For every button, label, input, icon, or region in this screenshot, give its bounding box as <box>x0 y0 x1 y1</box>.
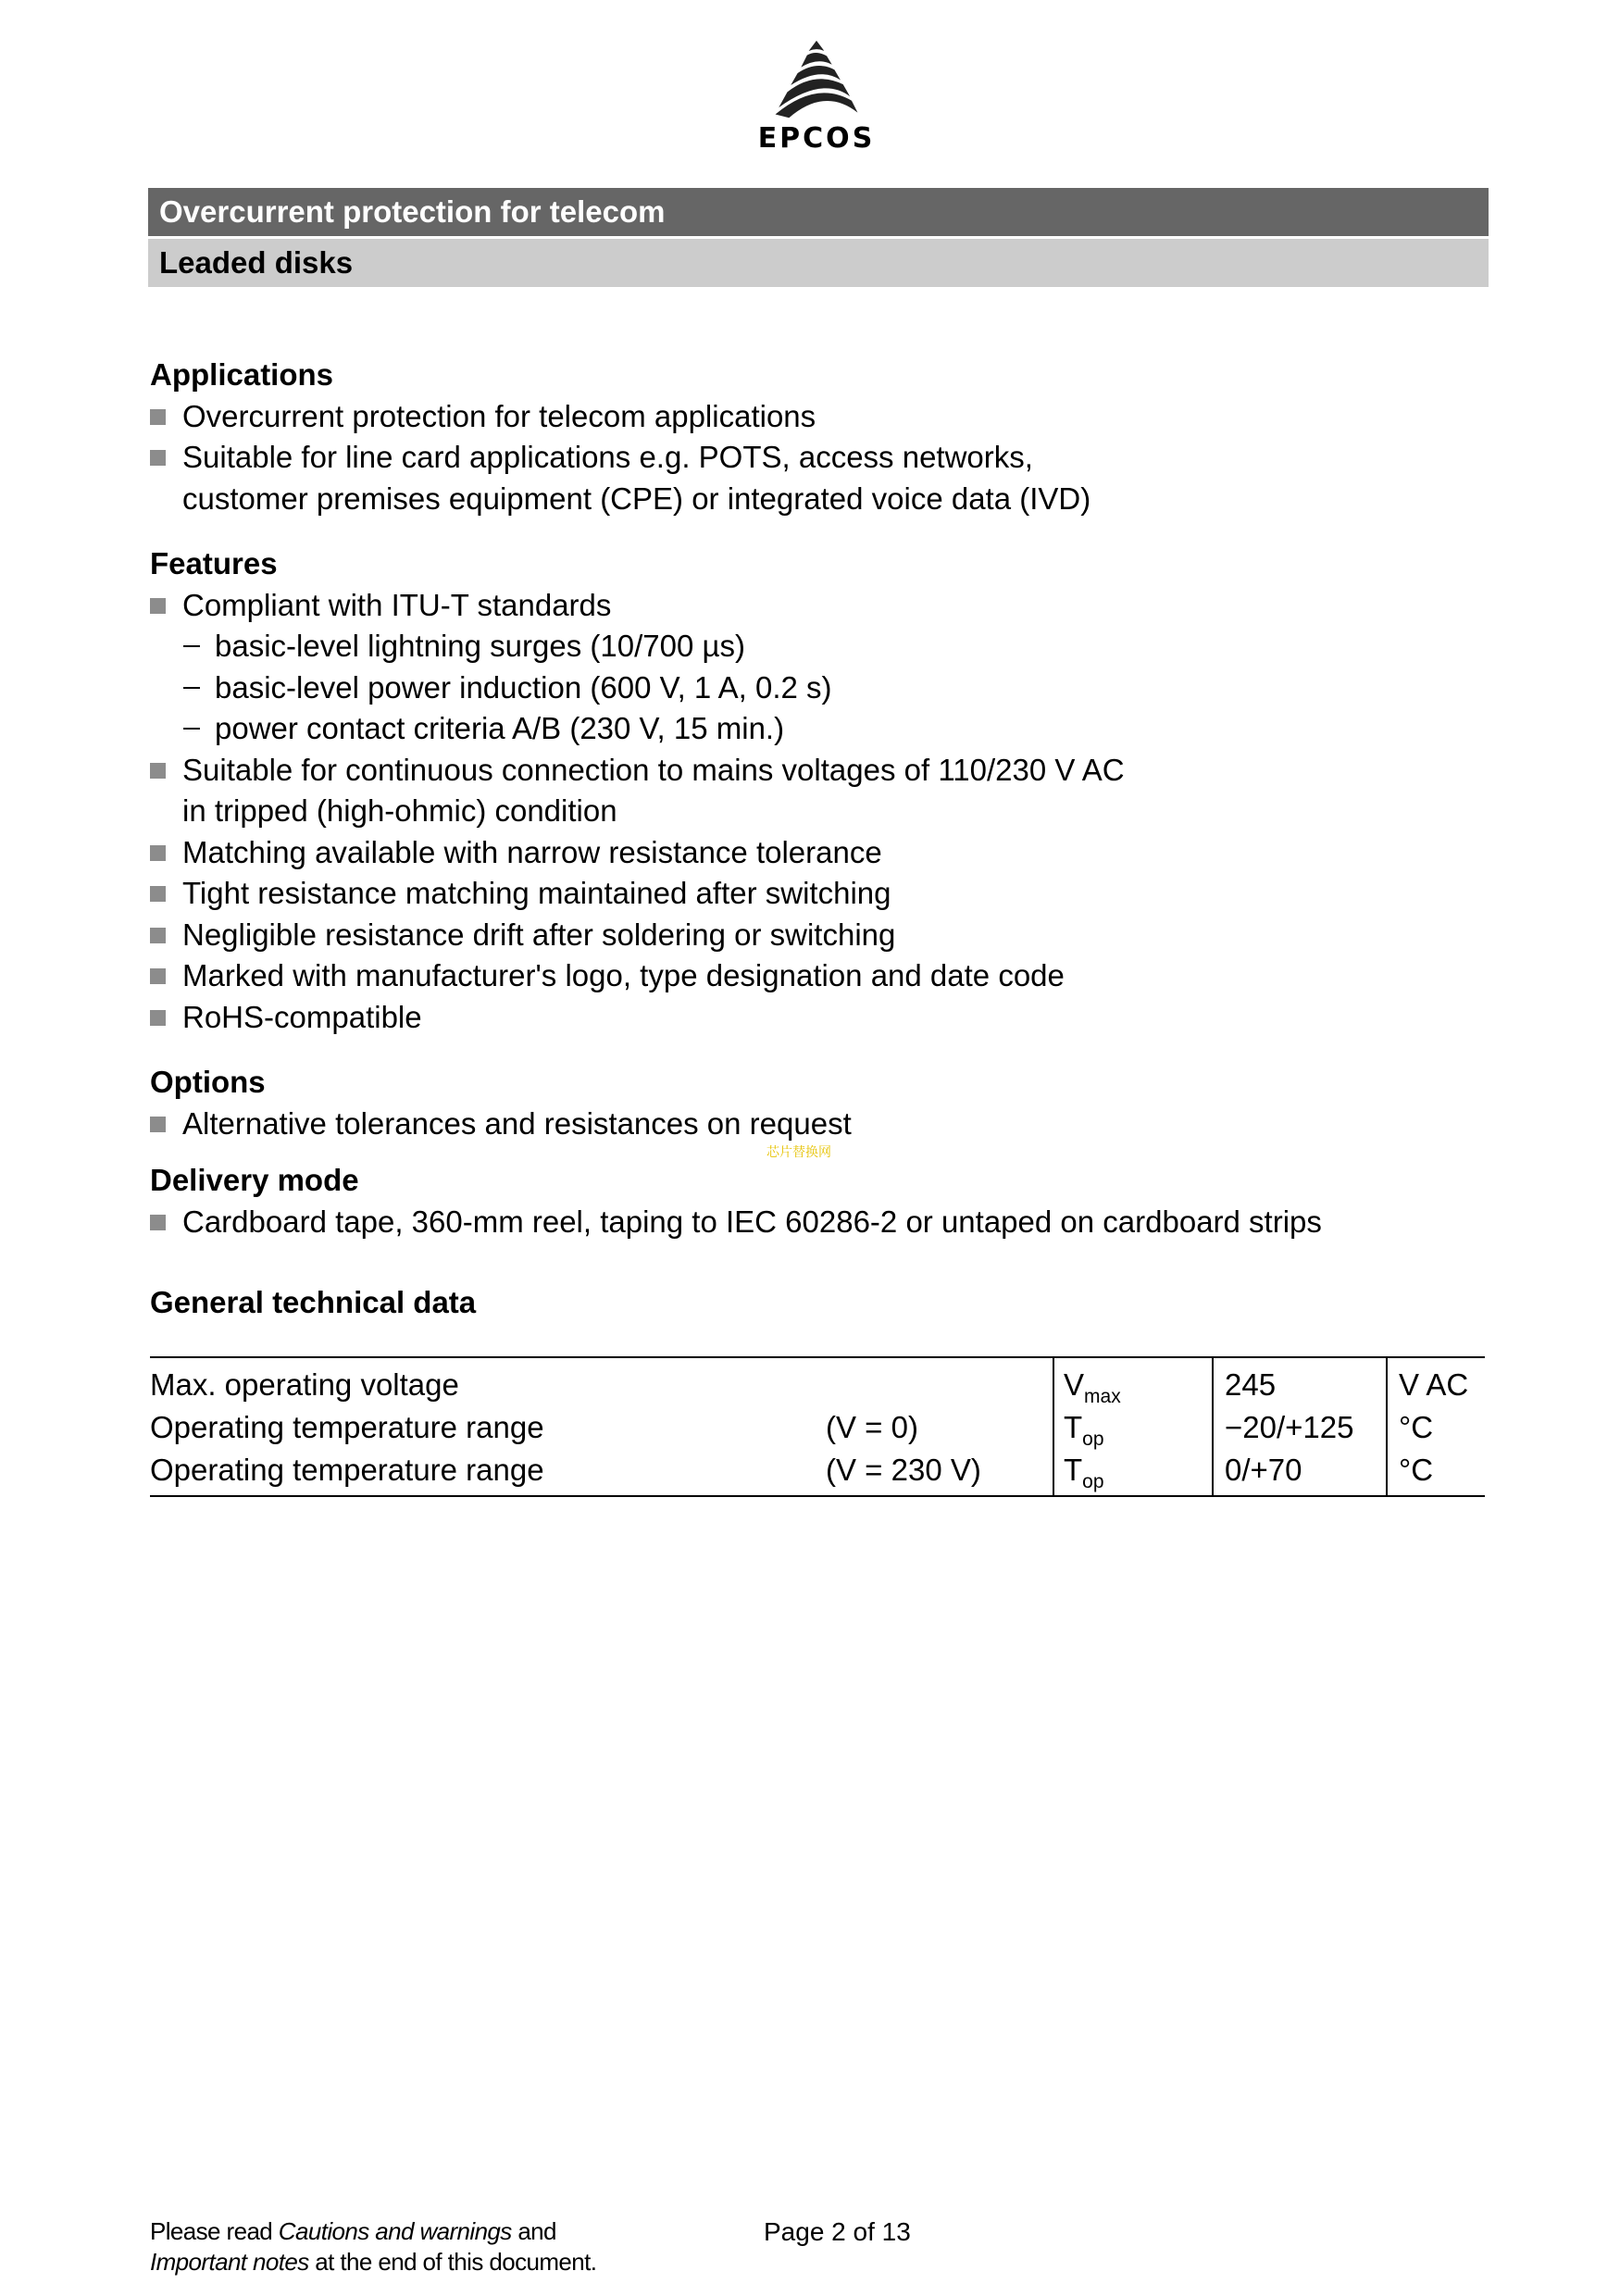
table-row <box>150 1406 1485 1449</box>
square-bullet-icon <box>150 450 166 466</box>
delivery-title: Delivery mode <box>150 1163 359 1197</box>
applications-list <box>150 396 1489 520</box>
list-item: Marked with manufacturer's logo, type designation and date code <box>150 955 1489 997</box>
delivery-list <box>150 1202 1489 1243</box>
watermark-text: 芯片替换网 <box>766 1145 831 1160</box>
logo-text: EPCOS <box>757 122 876 155</box>
condition-cell: (V = 0) <box>826 1410 918 1444</box>
list-item: Negligible resistance drift after soldering or switching <box>150 915 1489 956</box>
list-item: Compliant with ITU-T standards basic-level lightning surges (10/700 µs) basic-level power induction (600 V, 1 A, 0.2 s) power contact criteria A/B (230 V, 15 min.) <box>150 585 1489 750</box>
table-row <box>150 1449 1485 1496</box>
unit-cell: °C <box>1387 1406 1485 1449</box>
square-bullet-icon <box>150 845 166 861</box>
unit-cell: °C <box>1387 1449 1485 1496</box>
epcos-triangle-logo-icon <box>765 39 868 120</box>
header-subtitle: Leaded disks <box>148 239 1489 287</box>
list-item: Matching available with narrow resistance tolerance <box>150 832 1489 874</box>
list-item: Overcurrent protection for telecom applications <box>150 396 1489 438</box>
dash-bullet-icon <box>183 728 200 730</box>
general-title: General technical data <box>150 1285 477 1319</box>
features-list <box>150 585 1489 1039</box>
sub-list-item: basic-level power induction (600 V, 1 A, 0.2 s) <box>182 668 1489 709</box>
list-item: Alternative tolerances and resistances on request <box>150 1104 1489 1145</box>
square-bullet-icon <box>150 968 166 984</box>
square-bullet-icon <box>150 1215 166 1230</box>
header-title: Overcurrent protection for telecom <box>148 188 1489 236</box>
square-bullet-icon <box>150 1010 166 1026</box>
square-bullet-icon <box>150 886 166 902</box>
value-cell: 0/+70 <box>1213 1449 1387 1496</box>
table-row <box>150 1357 1485 1406</box>
footer-note: Please read Cautions and warnings and Important notes at the end of this document. <box>150 2217 597 2276</box>
symbol-cell: $V_{max}$ <box>1053 1357 1213 1406</box>
dash-bullet-icon <box>183 687 200 689</box>
list-item: RoHS-compatible <box>150 997 1489 1039</box>
page-number: Page 2 of 13 <box>764 2217 911 2246</box>
options-list <box>150 1104 1489 1145</box>
epcos-logo <box>747 39 886 164</box>
dash-bullet-icon <box>183 645 200 647</box>
features-title: Features <box>150 546 278 580</box>
square-bullet-icon <box>150 598 166 614</box>
square-bullet-icon <box>150 1117 166 1132</box>
square-bullet-icon <box>150 409 166 425</box>
param-cell: Operating temperature range <box>150 1453 544 1487</box>
list-item: Cardboard tape, 360-mm reel, taping to IEC 60286-2 or untaped on cardboard strips <box>150 1202 1489 1243</box>
options-title: Options <box>150 1065 266 1099</box>
list-item: Suitable for continuous connection to mains voltages of 110/230 V AC in tripped (high-ohmic) condition <box>150 750 1489 832</box>
square-bullet-icon <box>150 763 166 779</box>
list-item: Suitable for line card applications e.g. POTS, access networks, customer premises equipment (CPE) or integrated voice data (IVD) <box>150 437 1489 519</box>
sub-list-item: basic-level lightning surges (10/700 µs) <box>182 626 1489 668</box>
technical-data-table <box>150 1356 1485 1497</box>
symbol-cell: $T_{op}$ <box>1053 1406 1213 1449</box>
applications-title: Applications <box>150 357 334 392</box>
unit-cell: V AC <box>1387 1357 1485 1406</box>
square-bullet-icon <box>150 928 166 943</box>
condition-cell: (V = 230 V) <box>826 1453 981 1487</box>
main-content <box>150 355 1489 1324</box>
param-cell: Operating temperature range <box>150 1410 544 1444</box>
symbol-cell: $T_{op}$ <box>1053 1449 1213 1496</box>
features-sublist <box>182 626 1489 750</box>
sub-list-item: power contact criteria A/B (230 V, 15 min.) <box>182 708 1489 750</box>
param-cell: Max. operating voltage <box>150 1367 459 1402</box>
value-cell: 245 <box>1213 1357 1387 1406</box>
value-cell: −20/+125 <box>1213 1406 1387 1449</box>
condition-cell <box>826 1357 1053 1406</box>
list-item: Tight resistance matching maintained after switching <box>150 873 1489 915</box>
